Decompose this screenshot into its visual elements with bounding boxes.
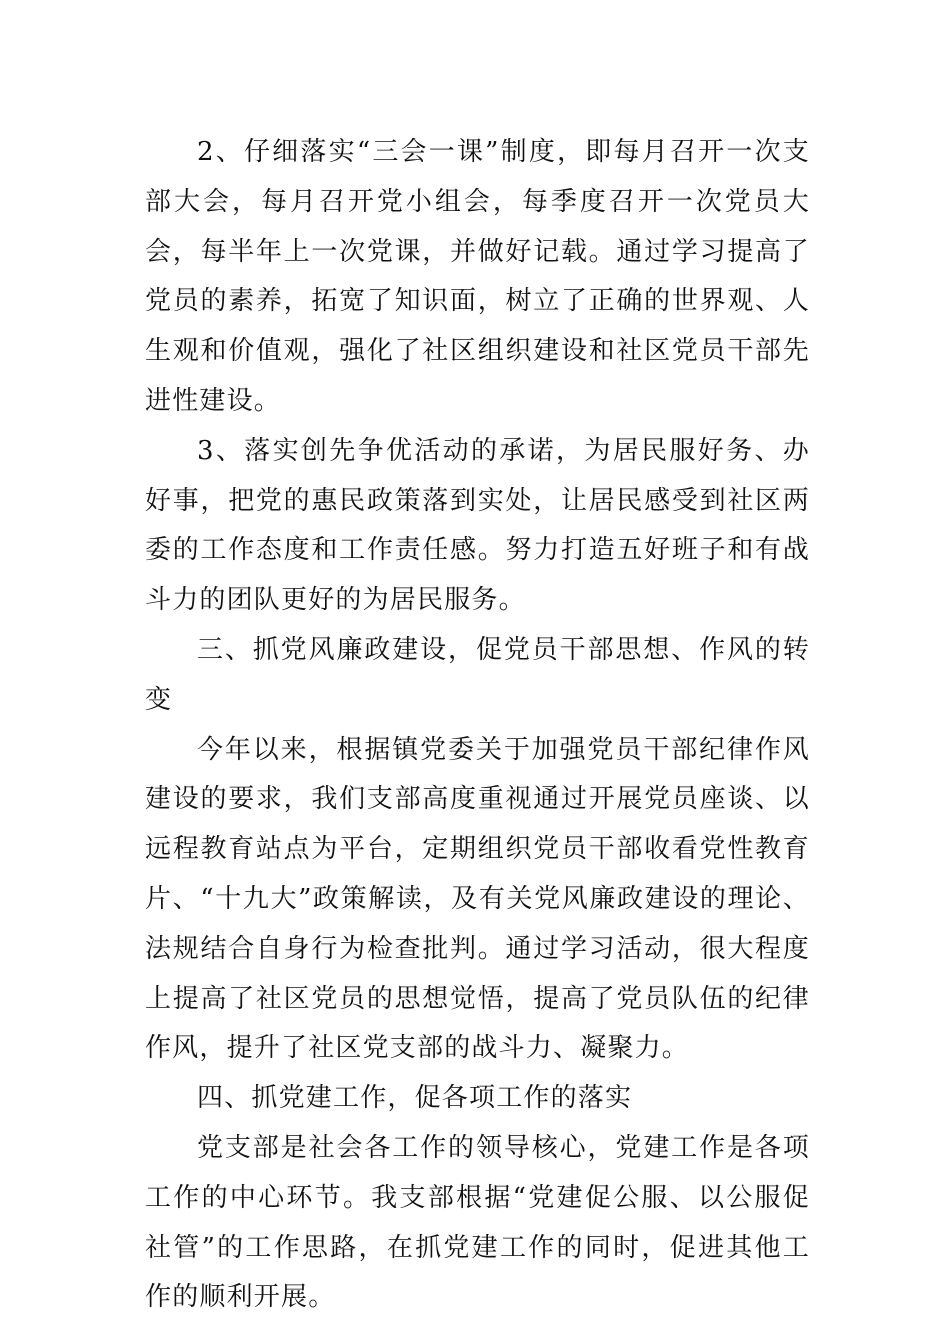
section-heading-4: 四、抓党建工作，促各项工作的落实 xyxy=(197,1083,633,1114)
paragraph-party-building-work: 党支部是社会各工作的领导核心，党建工作是各项工作的中心环节。我支部根据“党建促公服、以公服促社管”的工作思路，在抓党建工作的同时，促进其他工作的顺利开展。 xyxy=(145,1132,810,1313)
paragraph-item-3-commitment: 3、落实创先争优活动的承诺，为居民服好务、办好事，把党的惠民政策落到实处，让居民感受到社区两委的工作态度和工作责任感。努力打造五好班子和有战斗力的团队更好的为居民服务。 xyxy=(145,435,810,616)
section-heading-3: 三、抓党风廉政建设，促党员干部思想、作风的转变 xyxy=(145,634,810,715)
paragraph-integrity-building: 今年以来，根据镇党委关于加强党员干部纪律作风建设的要求，我们支部高度重视通过开展党员座谈、以远程教育站点为平台，定期组织党员干部收看党性教育片、“十九大”政策解读，及有关党风廉政建设的理论、法规结合自身行为检查批判。通过学习活动，很大程度上提高了社区党员的思想觉悟，提高了党员队伍的纪律作风，提升了社区党支部的战斗力、凝聚力。 xyxy=(145,734,810,1064)
paragraph-item-2-three-meetings: 2、仔细落实“三会一课”制度，即每月召开一次支部大会，每月召开党小组会，每季度召开一次党员大会，每半年上一次党课，并做好记载。通过学习提高了党员的素养，拓宽了知识面，树立了正确的世界观、人生观和价值观，强化了社区组织建设和社区党员干部先进性建设。 xyxy=(145,137,810,416)
document-body xyxy=(145,128,810,1323)
